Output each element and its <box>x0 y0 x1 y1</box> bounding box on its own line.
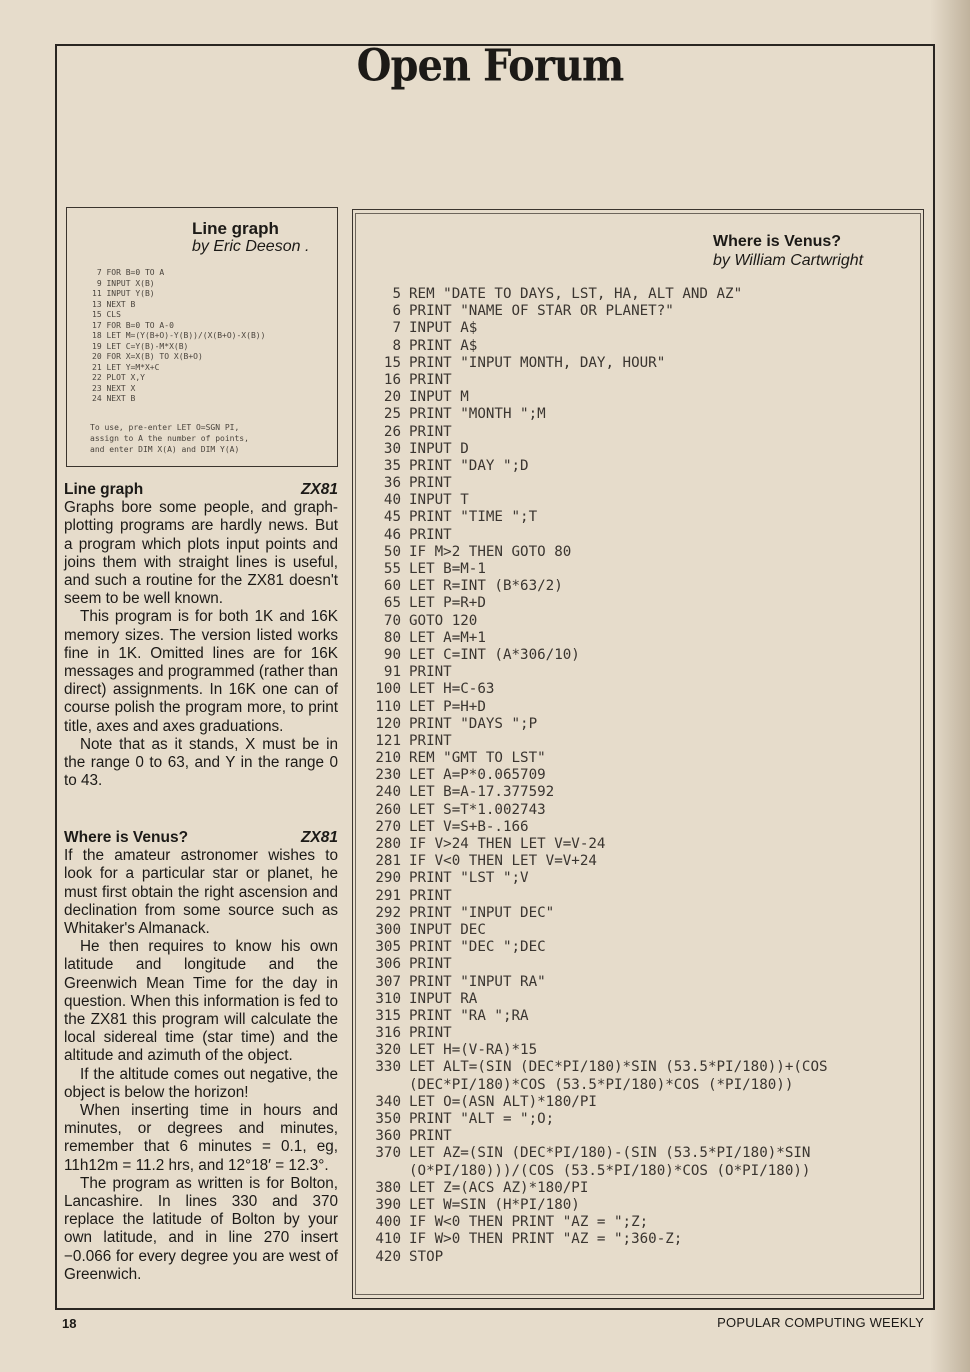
line-number: 5 <box>392 286 401 302</box>
line-number: 307 <box>375 973 401 990</box>
statement: PRINT <box>409 664 452 681</box>
paragraph: Note that as it stands, X must be in the range 0 to 63, and Y in the range 0 to 43. <box>64 735 338 790</box>
code-line <box>368 509 920 526</box>
code-line <box>368 475 920 492</box>
code-line <box>368 853 920 870</box>
line-number: 300 <box>375 921 401 938</box>
code-line <box>368 1231 920 1248</box>
statement: LET B=M-1 <box>409 561 486 577</box>
code-line <box>368 1059 920 1076</box>
line-number: 390 <box>375 1196 401 1213</box>
line-number: 25 <box>383 406 401 423</box>
code-line <box>368 802 920 819</box>
statement: LET AZ=(SIN (DEC*PI/180)-(SIN (53.5*PI/180)*SIN <box>409 1145 811 1162</box>
line-number: 30 <box>383 440 401 457</box>
line-number: 210 <box>375 750 401 767</box>
article-heading <box>64 481 338 499</box>
statement: LET B=A-17.377592 <box>409 784 555 801</box>
line-number: 7 <box>392 320 401 337</box>
line-number: 65 <box>383 595 401 612</box>
paragraph: The program as written is for Bolton, Lancashire. In lines 330 and 370 replace the latitude of Bolton by your own latitude, and in line 270 insert −0.066 for every degree you are west of Greenwich. <box>64 1174 338 1283</box>
line-number: 350 <box>375 1111 401 1127</box>
statement: PRINT <box>409 887 452 904</box>
statement: PRINT "MONTH ";M <box>409 406 546 423</box>
code-line <box>368 699 920 716</box>
statement: PRINT "DAY ";D <box>409 457 529 474</box>
line-number: 400 <box>375 1214 401 1231</box>
line-number: 6 <box>392 303 401 320</box>
statement: (DEC*PI/180)*COS (53.5*PI/180)*COS (*PI/180)) <box>409 1076 794 1093</box>
line-number: 270 <box>375 818 401 835</box>
line-number: 91 <box>383 664 401 681</box>
statement: LET P=H+D <box>409 698 486 715</box>
line-number: 45 <box>383 509 401 526</box>
line-number: 360 <box>375 1128 401 1145</box>
statement: PRINT "RA ";RA <box>409 1007 529 1024</box>
line-graph-box-title: Line graph <box>192 219 279 238</box>
paragraph: This program is for both 1K and 16K memory sizes. The version listed works fine in 1K. Omitted lines are for 16K messages and programmed (rather than direct) assignments. In 16K one can of course polish the program more, to print title, axes and axes graduations. <box>64 608 338 735</box>
statement: LET C=INT (A*306/10) <box>409 646 580 663</box>
code-line <box>368 406 920 423</box>
line-number: 60 <box>383 578 401 595</box>
line-number: 50 <box>383 543 401 560</box>
line-number: 260 <box>375 801 401 818</box>
line-number: 330 <box>375 1059 401 1076</box>
line-number: 16 <box>383 371 401 388</box>
line-number: 316 <box>375 1025 401 1042</box>
code-line: 23 NEXT X <box>92 383 136 393</box>
line-number: 292 <box>375 904 401 921</box>
code-line <box>368 320 920 337</box>
code-line: 15 CLS <box>92 310 121 319</box>
line-number: 35 <box>383 457 401 474</box>
line-graph-code-listing <box>92 268 332 405</box>
code-line: 7 FOR B=0 TO A <box>92 268 165 277</box>
code-line <box>368 870 920 887</box>
line-number: 20 <box>383 389 401 406</box>
line-number: 291 <box>375 887 401 904</box>
code-line: 20 FOR X=X(B) TO X(B+O) <box>92 352 203 361</box>
line-number: 100 <box>375 681 401 698</box>
code-continuation-line <box>368 1077 920 1094</box>
code-line <box>368 716 920 733</box>
article-title: Where is Venus? <box>64 829 189 846</box>
page-title: Open Forum <box>356 39 624 92</box>
line-number: 370 <box>375 1145 401 1162</box>
code-line <box>368 1008 920 1025</box>
statement: REM "GMT TO LST" <box>409 750 546 767</box>
code-line <box>368 647 920 664</box>
statement: PRINT <box>409 732 452 749</box>
paragraph: If the altitude comes out negative, the object is below the horizon! <box>64 1065 338 1101</box>
article-system: ZX81 <box>300 829 338 846</box>
code-line <box>368 595 920 612</box>
code-line: 22 PLOT X,Y <box>92 373 145 382</box>
statement: PRINT "INPUT MONTH, DAY, HOUR" <box>409 354 666 371</box>
code-line <box>368 750 920 767</box>
statement: LET P=R+D <box>409 595 486 612</box>
line-number: 230 <box>375 767 401 784</box>
code-line <box>368 956 920 973</box>
venus-box-author: by William Cartwright <box>713 252 864 269</box>
statement: IF W>0 THEN PRINT "AZ = ";360-Z; <box>409 1231 683 1248</box>
line-number: 121 <box>375 732 401 749</box>
statement: GOTO 120 <box>409 612 478 629</box>
code-line <box>368 338 920 355</box>
statement: LET Z=(ACS AZ)*180/PI <box>409 1179 589 1196</box>
code-line <box>368 561 920 578</box>
statement: PRINT "DAYS ";P <box>409 715 538 732</box>
line-number: 110 <box>375 698 401 715</box>
code-line <box>368 286 920 303</box>
line-number: 310 <box>375 990 401 1007</box>
statement: PRINT <box>409 526 452 543</box>
line-number: 46 <box>383 526 401 543</box>
code-line <box>368 664 920 681</box>
line-number: 55 <box>383 561 401 577</box>
statement: STOP <box>409 1248 444 1265</box>
statement: INPUT RA <box>409 990 478 1007</box>
code-line <box>368 939 920 956</box>
code-line <box>368 1025 920 1042</box>
line-number: 315 <box>375 1007 401 1024</box>
statement: LET O=(ASN ALT)*180/PI <box>409 1093 597 1110</box>
code-line <box>368 424 920 441</box>
statement: INPUT T <box>409 492 469 509</box>
line-number: 80 <box>383 629 401 646</box>
line-number: 306 <box>375 956 401 973</box>
line-number: 90 <box>383 646 401 663</box>
statement: PRINT <box>409 956 452 973</box>
line-number: 320 <box>375 1042 401 1059</box>
code-line: 17 FOR B=0 TO A-0 <box>92 320 174 330</box>
statement: PRINT "TIME ";T <box>409 509 538 526</box>
code-line <box>368 1214 920 1231</box>
magazine-name: POPULAR COMPUTING WEEKLY <box>717 1315 924 1330</box>
statement: IF V>24 THEN LET V=V-24 <box>409 836 606 852</box>
statement: PRINT <box>409 1025 452 1042</box>
statement: IF M>2 THEN GOTO 80 <box>409 543 572 560</box>
code-line <box>368 784 920 801</box>
line-graph-box-author: by Eric Deeson . <box>192 238 310 255</box>
code-line <box>368 836 920 853</box>
statement: INPUT DEC <box>409 921 486 938</box>
code-line: 9 INPUT X(B) <box>92 278 155 288</box>
code-line: 19 LET C=Y(B)-M*X(B) <box>92 341 189 351</box>
statement: IF W<0 THEN PRINT "AZ = ";Z; <box>409 1214 649 1231</box>
statement: LET A=M+1 <box>409 629 486 646</box>
code-line <box>368 578 920 595</box>
statement: LET ALT=(SIN (DEC*PI/180)*SIN (53.5*PI/180))+(COS <box>409 1059 828 1076</box>
code-line <box>368 544 920 561</box>
line-number: 290 <box>375 870 401 887</box>
paragraph: Graphs bore some people, and graph-plotting programs are hardly news. But a program which plots input points and joins them with straight lines is useful, and such a routine for the ZX81 doesn't seem to be well known. <box>64 499 338 608</box>
venus-program-listing <box>368 286 920 1266</box>
paragraph: When inserting time in hours and minutes, or degrees and minutes, remember that 6 minutes = 0.1, eg, 11h12m = 11.2 hrs, and 12°18′ = 12.3°. <box>64 1102 338 1174</box>
paragraph: He then requires to know his own latitude and longitude and the Greenwich Mean Time for the day in question. When this information is fed to the ZX81 this program will calculate the local sidereal time (star time) and the altitude and azimuth of the object. <box>64 938 338 1065</box>
statement: PRINT "LST ";V <box>409 870 529 887</box>
statement: INPUT D <box>409 440 469 457</box>
line-number: 340 <box>375 1093 401 1110</box>
code-line <box>368 1128 920 1145</box>
venus-box-title: Where is Venus? <box>713 233 842 250</box>
line-number: 280 <box>375 836 401 852</box>
code-line <box>368 767 920 784</box>
code-line <box>368 922 920 939</box>
note-line: To use, pre-enter LET O=SGN PI, <box>90 423 240 432</box>
line-number: 120 <box>375 715 401 732</box>
statement: PRINT "ALT = ";O; <box>409 1111 555 1127</box>
statement: PRINT "DEC ";DEC <box>409 939 546 956</box>
line-number: 36 <box>383 475 401 492</box>
statement: LET S=T*1.002743 <box>409 801 546 818</box>
code-line <box>368 1197 920 1214</box>
statement: INPUT A$ <box>409 320 478 337</box>
line-number: 380 <box>375 1179 401 1196</box>
line-number: 8 <box>392 337 401 354</box>
statement: PRINT "NAME OF STAR OR PLANET?" <box>409 303 674 320</box>
code-line <box>368 1042 920 1059</box>
statement: PRINT "INPUT RA" <box>409 973 546 990</box>
code-line: 13 NEXT B <box>92 299 136 309</box>
statement: PRINT <box>409 371 452 388</box>
code-line <box>368 372 920 389</box>
code-continuation-line <box>368 1163 920 1180</box>
statement: LET H=C-63 <box>409 681 495 698</box>
code-line <box>368 1249 920 1266</box>
statement: PRINT <box>409 475 452 492</box>
note-line: assign to A the number of points, <box>90 434 249 443</box>
page-number: 18 <box>62 1316 77 1331</box>
statement: IF V<0 THEN LET V=V+24 <box>409 853 597 870</box>
code-line <box>368 888 920 905</box>
line-number: 281 <box>375 853 401 870</box>
code-line <box>368 613 920 630</box>
statement: REM "DATE TO DAYS, LST, HA, ALT AND AZ" <box>409 286 743 302</box>
article-title: Line graph <box>64 481 144 498</box>
code-line <box>368 1094 920 1111</box>
code-line <box>368 630 920 647</box>
code-line <box>368 905 920 922</box>
code-line <box>368 355 920 372</box>
code-line <box>368 1145 920 1162</box>
statement: LET A=P*0.065709 <box>409 767 546 784</box>
code-line <box>368 681 920 698</box>
article-system: ZX81 <box>300 481 338 498</box>
code-line <box>368 991 920 1008</box>
line-number: 240 <box>375 784 401 801</box>
line-number: 420 <box>375 1248 401 1265</box>
article-where-is-venus <box>64 829 338 1284</box>
paragraph: If the amateur astronomer wishes to look for a particular star or planet, he must first obtain the right ascension and declination from some source such as Whitaker's Almanack. <box>64 847 338 938</box>
statement: LET R=INT (B*63/2) <box>409 578 563 595</box>
code-line: 18 LET M=(Y(B+O)-Y(B))/(X(B+O)-X(B)) <box>92 331 266 340</box>
statement: (O*PI/180)))/(COS (53.5*PI/180)*COS (O*PI/180)) <box>409 1162 811 1179</box>
statement: INPUT M <box>409 389 469 406</box>
code-line <box>368 733 920 750</box>
code-line <box>368 492 920 509</box>
line-number: 305 <box>375 939 401 956</box>
line-number: 410 <box>375 1231 401 1248</box>
code-line: 21 LET Y=M*X+C <box>92 362 160 372</box>
statement: LET V=S+B-.166 <box>409 818 529 835</box>
code-line <box>368 441 920 458</box>
line-graph-usage-note <box>90 422 330 455</box>
code-line: 24 NEXT B <box>92 394 136 403</box>
code-line <box>368 527 920 544</box>
statement: PRINT A$ <box>409 337 478 354</box>
code-line: 11 INPUT Y(B) <box>92 289 155 298</box>
code-line <box>368 1180 920 1197</box>
statement: PRINT <box>409 423 452 440</box>
page-edge-shadow <box>930 0 970 1372</box>
code-line <box>368 1111 920 1128</box>
statement: PRINT <box>409 1128 452 1145</box>
code-line <box>368 819 920 836</box>
code-line <box>368 458 920 475</box>
line-number: 26 <box>383 423 401 440</box>
code-line <box>368 974 920 991</box>
statement: LET H=(V-RA)*15 <box>409 1042 538 1059</box>
note-line: and enter DIM X(A) and DIM Y(A) <box>90 445 240 454</box>
code-line <box>368 389 920 406</box>
line-number: 40 <box>383 492 401 509</box>
statement: LET W=SIN (H*PI/180) <box>409 1196 580 1213</box>
line-number: 15 <box>383 354 401 371</box>
code-line <box>368 303 920 320</box>
statement: PRINT "INPUT DEC" <box>409 904 555 921</box>
line-number: 70 <box>383 612 401 629</box>
article-heading <box>64 829 338 847</box>
article-line-graph <box>64 481 338 790</box>
